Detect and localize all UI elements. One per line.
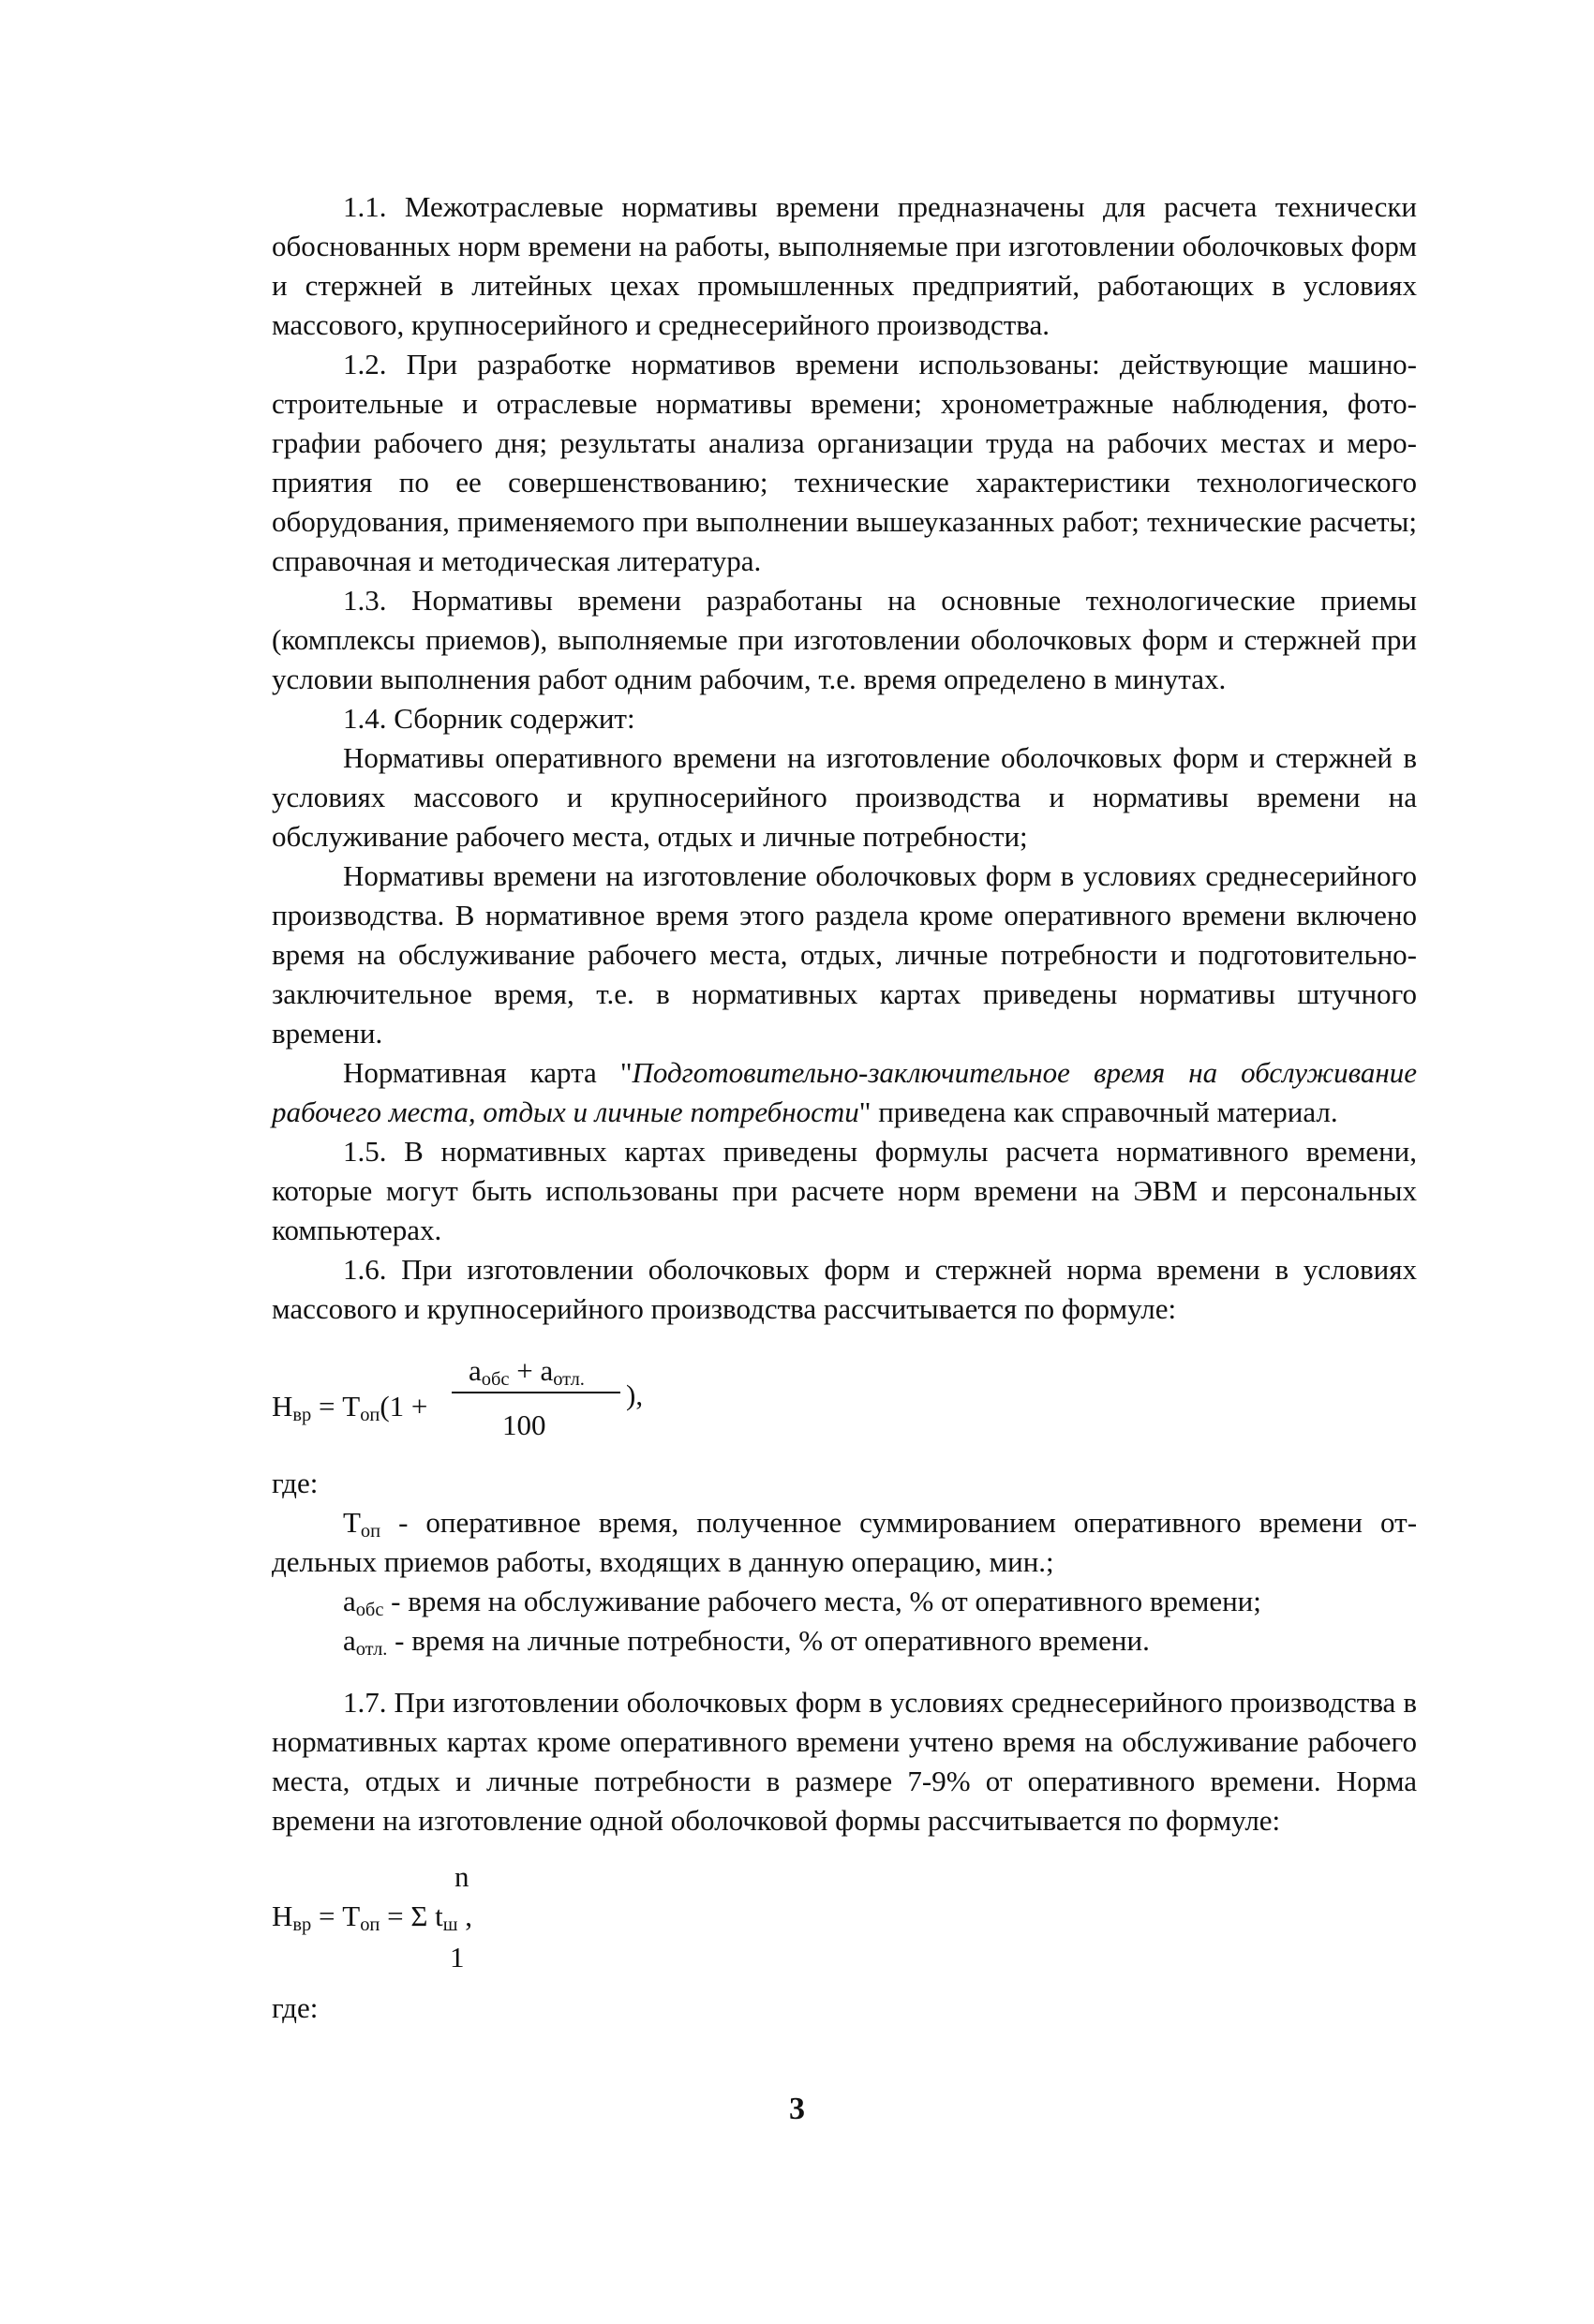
formula-2-body: $Н_{вр} = Т_{оп} = \Sigma$ $t_ш$ , [272,1899,472,1936]
where-label-1: где: [272,1467,319,1499]
paragraph-1-3: 1.3. Нормативы времени разработаны на основные технологические приемы (комплексы приемов), выполняемые при изготовлении оболочковых форм и стержней при условии выполнения работ одним рабочим, т.е. время определено в минутах. [272,584,1417,695]
item-3-italic-title: Подготовительно-заключительное время на обслуживание рабочего места, отдых и личные потребности [272,1056,1417,1128]
definition-a-otl: $а_{отл.}$ - время на личные потребности, % от оперативного времени. [342,1624,1150,1661]
formula-1-numerator: $а_{обс} + а_{отл.}$ [469,1354,585,1391]
item-3-prefix: Нормативная карта " [342,1056,633,1089]
formula-2-sum-upper: n [454,1860,469,1893]
formula-1-close: ), [626,1378,644,1411]
formula-norm-time-serial-production [272,1857,1417,1989]
formula-1-denominator: 100 [502,1408,546,1441]
paragraph-1-4-item-1: Нормативы оперативного времени на изготовление оболочковых форм и стержней в условиях массового и крупносерийного производства и нормативы времени на обслуживание рабочего места, отдых и личные потребности; [272,741,1417,853]
paragraph-1-7: 1.7. При изготовлении оболочковых форм в условиях среднесерийного производства в нормативных картах кроме оперативного времени учтено время на обслуживание рабочего места, отдых и личные потребности в размере 7-9% от оперативного времени. Норма времени на изготовление одной оболочковой формы рассчитывается по формуле: [272,1686,1417,1837]
paragraph-1-5: 1.5. В нормативных картах приведены формулы расчета нормативного времени, которые могут быть использованы при расчете норм времени на ЭВМ и персональных компьютерах. [272,1135,1417,1246]
page-number: 3 [789,2092,805,2126]
paragraph-1-4-item-3 [272,1053,1417,1132]
formula-norm-time-mass-production [272,1351,1417,1464]
definition-t-op: $Т_{оп}$ - оперативное время, полученное суммированием оперативного времени отдельных приемов работы, входящих в данную операцию, мин.; [272,1506,1418,1578]
paragraph-1-4-item-2: Нормативы времени на изготовление оболочковых форм в условиях среднесерийного производства. В нормативное время этого раздела кроме оперативного времени включено время на обслуживание рабочего места, отдых, личные потребности и подготовительно-заключительное время, т.е. в нормативных картах приведены нормативы штучного времени. [272,859,1417,1050]
paragraph-1-2: 1.2. При разработке нормативов времени использованы: действующие машиностроительные и отраслевые нормативы времени; хронометражные наблюдения, фотографии рабочего дня; результаты анализа организации труда на рабочих местах и мероприятия по ее совершенствованию; технические характеристики технологического оборудования, применяемого при выполнении вышеуказанных работ; технические расчеты; справочная и методическая литература. [272,348,1417,577]
where-label-2: где: [272,1991,319,2024]
formula-1-fraction-bar [452,1392,620,1393]
paragraph-1-6: 1.6. При изготовлении оболочковых форм и стержней норма времени в условиях массового и крупносерийного производства рассчитывается по формуле: [272,1253,1417,1325]
paragraph-1-4: 1.4. Сборник содержит: [342,702,635,735]
body-text [272,187,1417,2028]
formula-1-lhs: $Н_{вр} = Т_{оп}(1$ + [272,1390,428,1426]
paragraph-1-1: 1.1. Межотраслевые нормативы времени предназначены для расчета технически обоснованных норм времени на работы, выполняемые при изготовлении оболочковых форм и стержней в литейных цехах промышленных предприятий, работающих в условиях массового, крупносерийного и среднесерийного производства. [272,190,1417,341]
item-3-suffix: " приведена как справочный материал. [858,1095,1338,1128]
definition-a-obs: $а_{обс}$ - время на обслуживание рабочего места, % от оперативного времени; [342,1585,1261,1621]
formula-2-sum-lower: 1 [450,1941,465,1974]
